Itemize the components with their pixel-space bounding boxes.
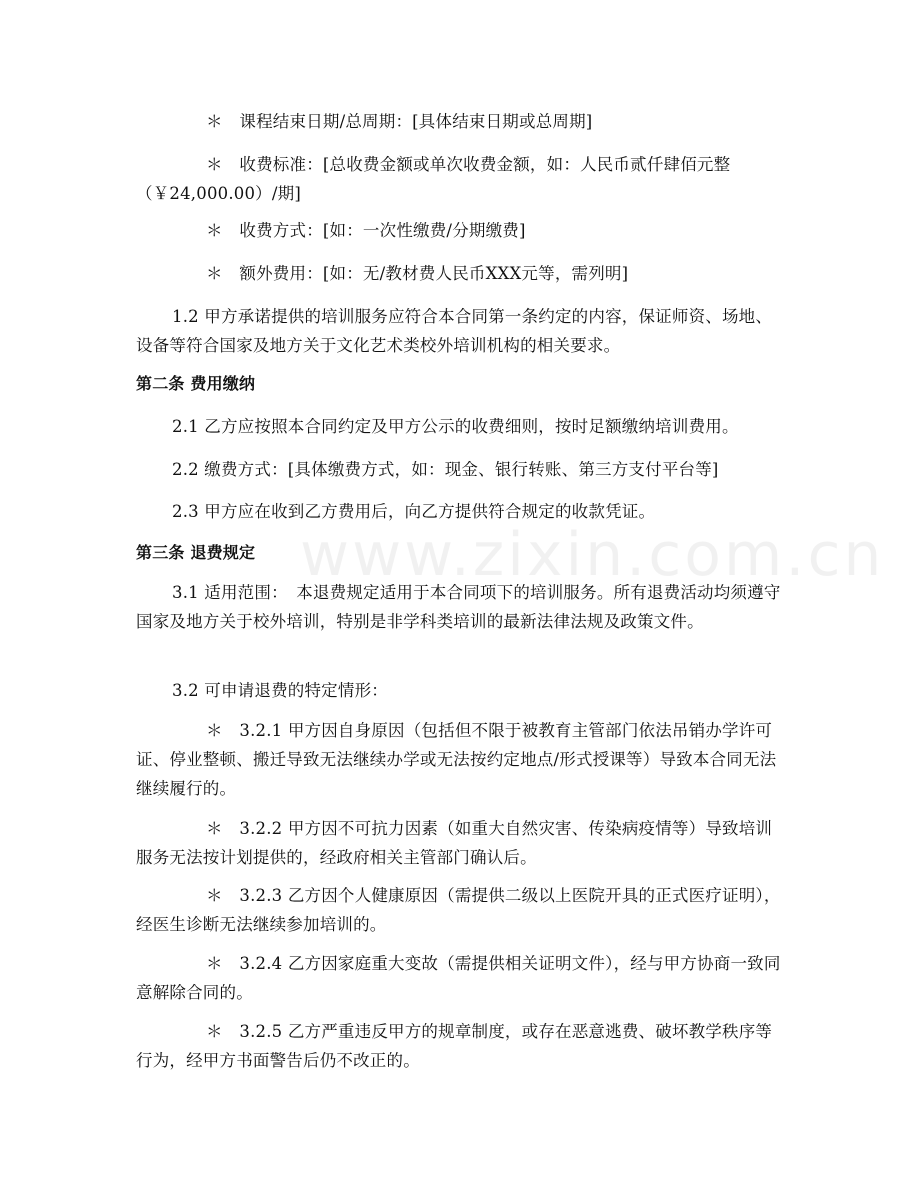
watermark: www.zixin.com.cn <box>300 520 885 590</box>
payment-method-item: ＊ 收费方式：[如：一次性缴费/分期缴费] <box>206 221 526 240</box>
course-end-date-item: ＊ 课程结束日期/总周期：[具体结束日期或总周期] <box>206 112 593 131</box>
fee-standard-item: ＊ 收费标准：[总收费金额或单次收费金额，如：人民币贰仟肆佰元整（￥24,000.00）/期] <box>136 155 731 203</box>
clause-3-2-5: ＊ 3.2.5 乙方严重违反甲方的规章制度，或存在恶意逃费、破坏教学秩序等行为，经甲方书面警告后仍不改正的。 <box>136 1022 773 1070</box>
clause-3-2-3: ＊ 3.2.3 乙方因个人健康原因（需提供二级以上医院开具的正式医疗证明），经医生诊断无法继续参加培训的。 <box>136 886 781 934</box>
clause-3-2-2: ＊ 3.2.2 甲方因不可抗力因素（如重大自然灾害、传染病疫情等）导致培训服务无法按计划提供的，经政府相关主管部门确认后。 <box>136 819 773 867</box>
clause-1-2: 1.2 甲方承诺提供的培训服务应符合本合同第一条约定的内容，保证师资、场地、设备等符合国家及地方关于文化艺术类校外培训机构的相关要求。 <box>136 307 773 355</box>
extra-fee-item: ＊ 额外费用：[如：无/教材费人民币XXX元等，需列明] <box>206 264 629 283</box>
clause-2-1: 2.1 乙方应按照本合同约定及甲方公示的收费细则，按时足额缴纳培训费用。 <box>172 417 739 436</box>
section-2-heading: 第二条 费用缴纳 <box>136 374 256 393</box>
clause-3-1: 3.1 适用范围： 本退费规定适用于本合同项下的培训服务。所有退费活动均须遵守国家及地方关于校外培训，特别是非学科类培训的最新法律法规及政策文件。 <box>136 583 781 631</box>
clause-3-2-4: ＊ 3.2.4 乙方因家庭重大变故（需提供相关证明文件），经与甲方协商一致同意解除合同的。 <box>136 954 781 1002</box>
clause-3-2-1: ＊ 3.2.1 甲方因自身原因（包括但不限于被教育主管部门依法吊销办学许可证、停业整顿、搬迁导致无法继续办学或无法按约定地点/形式授课等）导致本合同无法继续履行的。 <box>136 721 777 798</box>
clause-2-2: 2.2 缴费方式：[具体缴费方式，如：现金、银行转账、第三方支付平台等] <box>172 460 719 479</box>
clause-2-3: 2.3 甲方应在收到乙方费用后，向乙方提供符合规定的收款凭证。 <box>172 502 656 521</box>
section-3-heading: 第三条 退费规定 <box>136 543 256 562</box>
clause-3-2: 3.2 可申请退费的特定情形： <box>172 681 388 700</box>
